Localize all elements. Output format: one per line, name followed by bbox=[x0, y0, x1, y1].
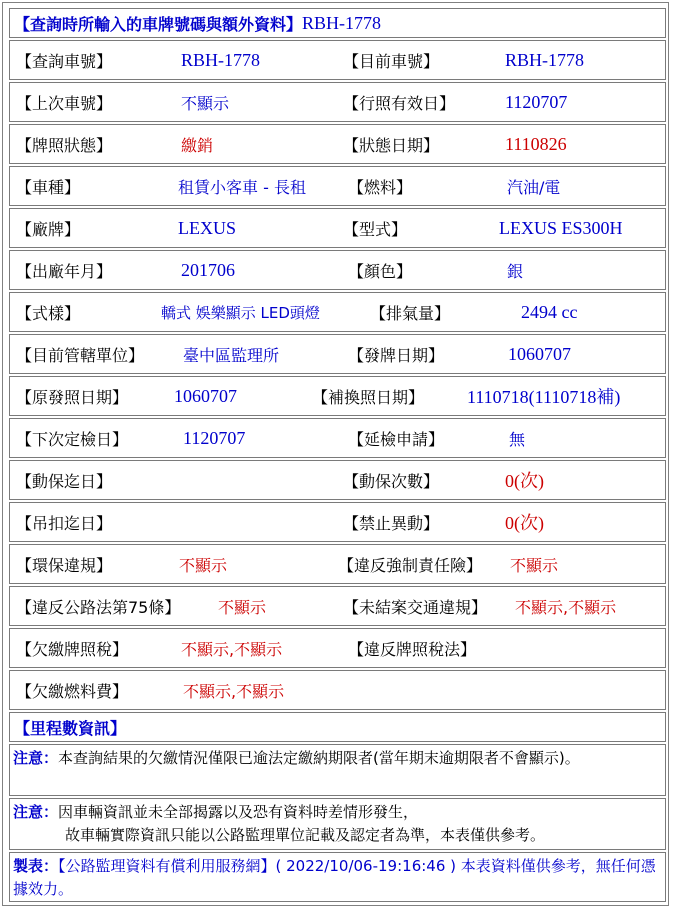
insurance-violation-value: 不顯示 bbox=[510, 555, 559, 575]
note-1-text: 本查詢結果的欠繳情況僅限已逾法定繳納期限者(當年期末逾期限者不會顯示)。 bbox=[58, 749, 580, 767]
previous-plate-value: 不顯示 bbox=[181, 93, 230, 113]
query-plate-value: RBH-1778 bbox=[181, 49, 261, 70]
row-office bbox=[9, 334, 666, 374]
next-inspection-value: 1120707 bbox=[183, 427, 246, 448]
manufacture-date-label: 【出廠年月】 bbox=[16, 261, 113, 281]
row-license-dates bbox=[9, 376, 666, 416]
style-label: 【式樣】 bbox=[16, 303, 81, 323]
row-mortgage bbox=[9, 460, 666, 500]
original-license-date-value: 1060707 bbox=[174, 385, 237, 406]
brand-label: 【廠牌】 bbox=[16, 219, 81, 239]
displacement-value: 2494 cc bbox=[521, 301, 578, 322]
note-1 bbox=[9, 744, 666, 796]
previous-plate-label: 【上次車號】 bbox=[16, 93, 113, 113]
row-brand bbox=[9, 208, 666, 248]
style-value: 轎式 娛樂顯示 LED頭燈 bbox=[161, 303, 320, 322]
mortgage-count-label: 【動保次數】 bbox=[343, 471, 440, 491]
mileage-row bbox=[9, 712, 666, 742]
manufacture-date-value: 201706 bbox=[181, 259, 235, 280]
next-inspection-label: 【下次定檢日】 bbox=[16, 429, 129, 449]
transfer-ban-value: 0(次) bbox=[505, 513, 544, 533]
unpaid-fuel-fee-value: 不顯示,不顯示 bbox=[183, 681, 285, 701]
seizure-date-label: 【吊扣迄日】 bbox=[16, 513, 113, 533]
row-vehicle-type bbox=[9, 166, 666, 206]
env-violation-value: 不顯示 bbox=[179, 555, 228, 575]
unpaid-fuel-fee-label: 【欠繳燃料費】 bbox=[16, 681, 129, 701]
mortgage-count-value: 0(次) bbox=[505, 471, 544, 491]
plate-status-value: 繳銷 bbox=[181, 135, 214, 155]
vehicle-type-value: 租賃小客車 - 長租 bbox=[178, 177, 306, 197]
row-license-tax bbox=[9, 628, 666, 668]
fuel-value: 汽油/電 bbox=[507, 177, 561, 197]
report-frame bbox=[2, 2, 669, 906]
fuel-label: 【燃料】 bbox=[348, 177, 413, 197]
original-license-date-label: 【原發照日期】 bbox=[16, 387, 129, 407]
brand-value: LEXUS bbox=[178, 217, 236, 238]
note-2-line-1: 因車輛資訊並未全部揭露以及恐有資料時差情形發生， bbox=[58, 803, 419, 821]
plate-status-label: 【牌照狀態】 bbox=[16, 135, 113, 155]
query-plate-label: 【查詢車號】 bbox=[16, 51, 113, 71]
insurance-violation-label: 【違反強制責任險】 bbox=[338, 555, 483, 575]
row-previous-plate bbox=[9, 82, 666, 122]
highway-law-value: 不顯示 bbox=[218, 597, 267, 617]
row-highway bbox=[9, 586, 666, 626]
row-plates bbox=[9, 40, 666, 80]
issue-date-label: 【發牌日期】 bbox=[348, 345, 445, 365]
unpaid-license-tax-value: 不顯示,不顯示 bbox=[181, 639, 283, 659]
note-2-label: 注意： bbox=[13, 803, 59, 821]
env-violation-label: 【環保違規】 bbox=[16, 555, 113, 575]
row-seizure bbox=[9, 502, 666, 542]
model-value: LEXUS ES300H bbox=[499, 217, 623, 238]
reissue-date-value: 1110718(1110718補) bbox=[467, 387, 621, 407]
note-2 bbox=[9, 798, 666, 850]
office-label: 【目前管轄單位】 bbox=[16, 345, 145, 365]
mortgage-date-label: 【動保迄日】 bbox=[16, 471, 113, 491]
made-by-label: 製表： bbox=[13, 857, 59, 875]
status-date-label: 【狀態日期】 bbox=[343, 135, 440, 155]
row-fuel-fee bbox=[9, 670, 666, 710]
row-env bbox=[9, 544, 666, 584]
row-plate-status bbox=[9, 124, 666, 164]
note-1-label: 注意： bbox=[13, 749, 59, 767]
header-title: 【查詢時所輸入的車牌號碼與額外資料】 bbox=[14, 14, 303, 34]
reissue-date-label: 【補換照日期】 bbox=[312, 387, 425, 407]
made-by bbox=[9, 852, 666, 902]
vehicle-type-label: 【車種】 bbox=[16, 177, 81, 197]
license-tax-violation-label: 【違反牌照稅法】 bbox=[348, 639, 477, 659]
office-value: 臺中區監理所 bbox=[183, 345, 280, 365]
color-label: 【顏色】 bbox=[348, 261, 413, 281]
mileage-title: 【里程數資訊】 bbox=[14, 718, 127, 738]
unresolved-traffic-label: 【未結案交通違規】 bbox=[343, 597, 488, 617]
row-style bbox=[9, 292, 666, 332]
made-by-text: 【公路監理資料有償利用服務網】( 2022/10/06-19:16:46 ) 本表資料僅供參考，無任何憑據效力。 bbox=[13, 857, 656, 898]
row-inspection bbox=[9, 418, 666, 458]
inspection-extension-label: 【延檢申請】 bbox=[348, 429, 445, 449]
highway-law-label: 【違反公路法第75條】 bbox=[16, 597, 181, 617]
license-valid-label: 【行照有效日】 bbox=[343, 93, 456, 113]
color-value: 銀 bbox=[507, 261, 524, 281]
model-label: 【型式】 bbox=[343, 219, 408, 239]
current-plate-label: 【目前車號】 bbox=[343, 51, 440, 71]
transfer-ban-label: 【禁止異動】 bbox=[343, 513, 440, 533]
displacement-label: 【排氣量】 bbox=[370, 303, 451, 323]
header-row bbox=[9, 8, 666, 38]
unpaid-license-tax-label: 【欠繳牌照稅】 bbox=[16, 639, 129, 659]
status-date-value: 1110826 bbox=[505, 133, 567, 154]
inspection-extension-value: 無 bbox=[509, 429, 526, 449]
note-2-line-2: 故車輛實際資訊只能以公路監理單位記載及認定者為準，本表僅供參考。 bbox=[65, 826, 546, 844]
license-valid-value: 1120707 bbox=[505, 91, 568, 112]
row-manufacture bbox=[9, 250, 666, 290]
current-plate-value: RBH-1778 bbox=[505, 49, 585, 70]
issue-date-value: 1060707 bbox=[508, 343, 571, 364]
unresolved-traffic-value: 不顯示,不顯示 bbox=[515, 597, 617, 617]
header-plate: RBH-1778 bbox=[302, 12, 382, 33]
